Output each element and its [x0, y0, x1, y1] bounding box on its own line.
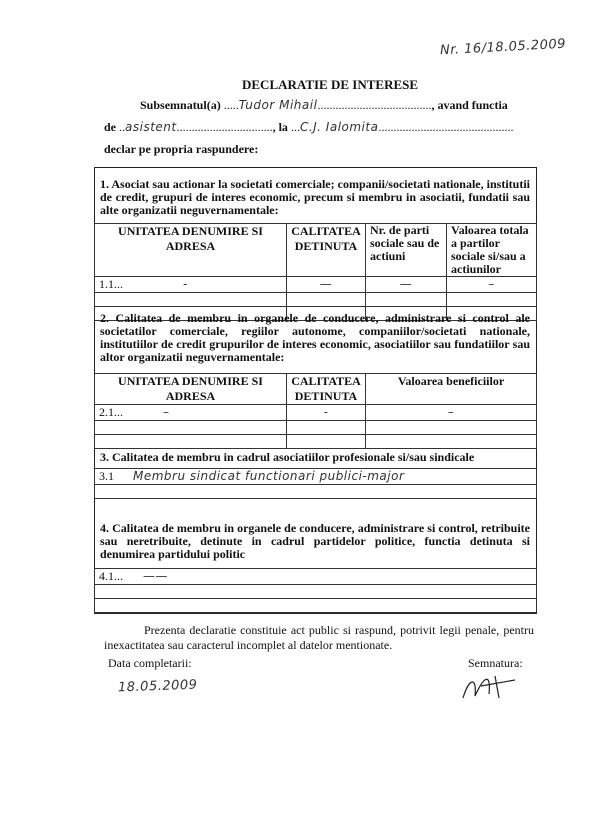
section2-table: [94, 373, 537, 449]
s2-row-label: 2.1...: [99, 405, 123, 419]
function-prefix: de: [104, 120, 116, 134]
s1-col-nr-parti: Nr. de parti sociale sau de actiuni: [366, 224, 447, 277]
signature-label: Semnatura:: [468, 656, 523, 670]
s2-col-unitatea: UNITATEA DENUMIRE SI ADRESA: [95, 374, 287, 405]
table-row: [95, 585, 537, 599]
table-row: [95, 469, 537, 485]
table-row: [95, 421, 537, 435]
table-row: [95, 485, 537, 499]
table-row: 4.1... ——: [95, 569, 537, 585]
section2-heading: 2. Calitatea de membru in organele de conducere, administrare si control ale societatilor comerciale, regiilor autonome, companiilor/societati nationale, institutiilor de credit grupurilor de interes economic, asociatiilor sau fundatiilor sau altor organizatii neguvernamentale:: [100, 311, 530, 364]
section4-heading: 4. Calitatea de membru in organele de conducere, administrare si control, retribuite sau neretribuite, detinute in cadrul partidelor politice, functia detinuta si denumirea partidului politic: [100, 521, 530, 561]
declarant-name: Tudor Mihail: [238, 98, 318, 112]
document-title: DECLARATIE DE INTERESE: [242, 77, 419, 92]
s1-col-unitatea: UNITATEA DENUMIRE SI ADRESA: [95, 224, 287, 277]
s1-col-calitatea: CALITATEA DETINUTA: [287, 224, 366, 277]
section3-table: [94, 468, 537, 499]
s3-row-label: 3.1: [99, 469, 114, 483]
table-row: 1.1... - — — –: [95, 277, 537, 293]
section3-heading: 3. Calitatea de membru in cadrul asociatiilor profesionale si/sau sindicale: [100, 450, 475, 464]
table-row: [95, 435, 537, 449]
completion-date: 18.05.2009: [117, 677, 198, 696]
s2-col-valoarea: Valoarea beneficiilor: [366, 374, 537, 405]
declarant-line: Subsemnatul(a) .....Tudor Mihail......................................, avand functia: [140, 98, 508, 112]
declarant-suffix: , avand functia: [431, 98, 508, 112]
section4-table: [94, 568, 537, 613]
date-label: Data completarii:: [108, 656, 192, 670]
signature-image: [455, 668, 525, 708]
s4-row-label: 4.1...: [99, 569, 123, 583]
function-line: de ..asistent................................, la ...C.J. Ialomita.............................................: [104, 120, 514, 134]
function-value: asistent: [125, 120, 177, 134]
registration-number: Nr. 16/18.05.2009: [439, 36, 567, 59]
declaration-line: declar pe propria raspundere:: [104, 142, 259, 156]
declarant-prefix: Subsemnatul(a): [140, 98, 221, 112]
section1-table: [94, 223, 537, 321]
s2-col-calitatea: CALITATEA DETINUTA: [287, 374, 366, 405]
place-prefix: , la: [272, 120, 288, 134]
s1-col-valoarea: Valoarea totala a partilor sociale si/sau a actiunilor: [447, 224, 537, 277]
s3-row-value: Membru sindicat functionari publici-major: [133, 469, 405, 483]
table-row: [95, 599, 537, 613]
place-value: C.J. Ialomita: [299, 120, 379, 134]
closing-statement: Prezenta declaratie constituie act public si raspund, potrivit legii penale, pentru inexactitatea sau caracterul incomplet al datelor mentionate.: [104, 623, 534, 652]
section1-heading: 1. Asociat sau actionar la societati comerciale; companii/societati nationale, institutii de credit, grupuri de interes economic, precum si membru in asociatii, fundatii sau alte organizatii neguvernamentale:: [100, 177, 530, 217]
table-row: 2.1... – - –: [95, 405, 537, 421]
s1-row-label: 1.1...: [99, 277, 123, 291]
table-row: [95, 293, 537, 307]
